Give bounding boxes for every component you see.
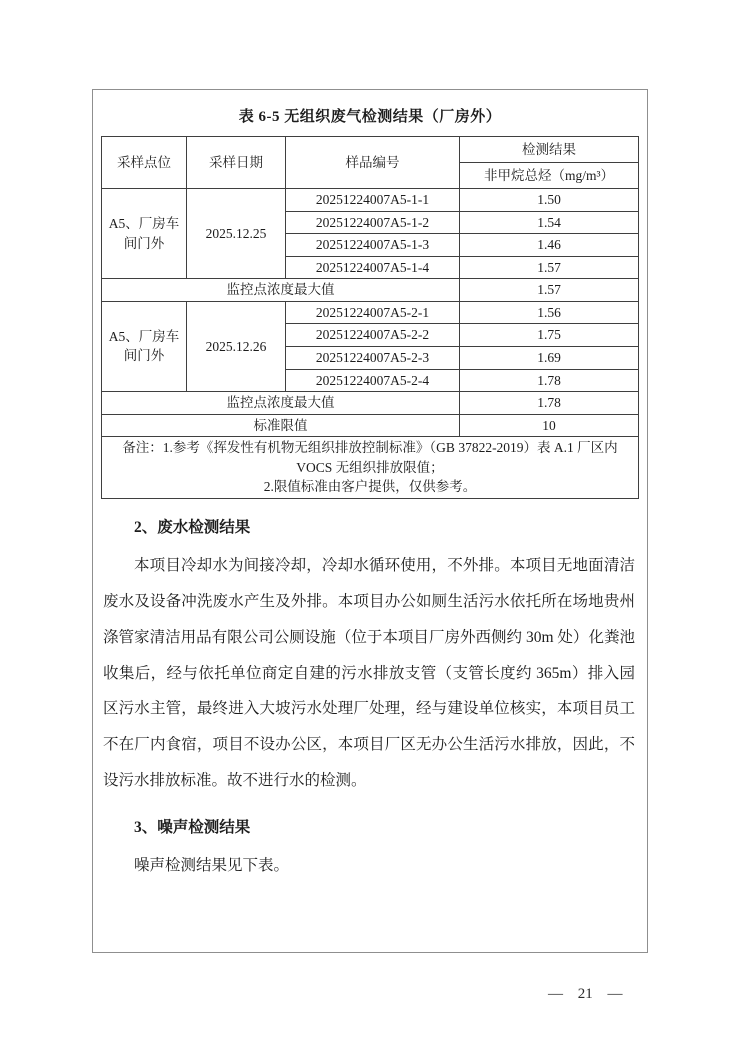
section-paragraph-noise: 噪声检测结果见下表。 (134, 857, 290, 875)
standard-limit-row (102, 414, 639, 437)
result-value-cell: 1.54 (460, 211, 639, 234)
max-value-cell: 1.78 (460, 392, 639, 415)
sample-id-cell: 20251224007A5-2-2 (286, 324, 460, 347)
header-sample-id: 样品编号 (286, 137, 460, 189)
max-value-row (102, 279, 639, 302)
header-result-parameter: 非甲烷总烃（mg/m³） (460, 163, 639, 189)
report-content-box (92, 89, 648, 953)
note-line-2: 2.限值标准由客户提供，仅供参考。 (263, 479, 477, 495)
table-row (102, 301, 639, 324)
sample-id-cell: 20251224007A5-1-3 (286, 234, 460, 257)
max-value-label: 监控点浓度最大值 (102, 392, 460, 415)
result-value-cell: 1.50 (460, 189, 639, 212)
section-paragraph-wastewater: 本项目冷却水为间接冷却，冷却水循环使用，不外排。本项目无地面清洁废水及设备冲洗废水产生及外排。本项目办公如厕生活污水依托所在场地贵州涤管家清洁用品有限公司公厕设施（位于本项目厂房外西侧约 30m 处）化粪池收集后，经与依托单位商定自建的污水排放支管（支管长度约 365m）排入园区污水主管，最终进入大坡污水处理厂处理，经与建设单位核实，本项目员工不在厂内食宿，项目不设办公区，本项目厂区无办公生活污水排放，因此，不设污水排放标准。故不进行水的检测。 (103, 556, 635, 790)
section-heading-wastewater: 2、废水检测结果 (134, 518, 251, 536)
table-row (102, 189, 639, 212)
result-value-cell: 1.57 (460, 256, 639, 279)
header-sampling-point: 采样点位 (102, 137, 187, 189)
standard-limit-value: 10 (460, 414, 639, 437)
max-value-row (102, 392, 639, 415)
max-value-cell: 1.57 (460, 279, 639, 302)
table-header-row (102, 137, 639, 163)
sampling-date-cell: 2025.12.25 (187, 189, 286, 279)
header-sampling-date: 采样日期 (187, 137, 286, 189)
sample-id-cell: 20251224007A5-2-1 (286, 301, 460, 324)
result-value-cell: 1.46 (460, 234, 639, 257)
note-line-1: 备注：1.参考《挥发性有机物无组织排放控制标准》（GB 37822-2019）表 A.1 厂区内 VOCS 无组织排放限值； (122, 440, 618, 475)
sample-id-cell: 20251224007A5-1-4 (286, 256, 460, 279)
result-value-cell: 1.78 (460, 369, 639, 392)
sampling-point-cell: A5、厂房车间门外 (102, 189, 187, 279)
sampling-date-cell: 2025.12.26 (187, 301, 286, 391)
body-text-area (93, 516, 647, 884)
table-title: 表 6-5 无组织废气检测结果（厂房外） (238, 109, 502, 125)
header-result: 检测结果 (460, 137, 639, 163)
fugitive-gas-results-table (101, 136, 639, 499)
result-value-cell: 1.56 (460, 301, 639, 324)
sampling-point-cell: A5、厂房车间门外 (102, 301, 187, 391)
sample-id-cell: 20251224007A5-1-2 (286, 211, 460, 234)
result-value-cell: 1.75 (460, 324, 639, 347)
result-value-cell: 1.69 (460, 346, 639, 369)
section-heading-noise: 3、噪声检测结果 (134, 819, 251, 837)
sample-id-cell: 20251224007A5-2-4 (286, 369, 460, 392)
page-number: — 21 — (548, 986, 623, 1002)
sample-id-cell: 20251224007A5-1-1 (286, 189, 460, 212)
standard-limit-label: 标准限值 (102, 414, 460, 437)
notes-row (102, 437, 639, 499)
max-value-label: 监控点浓度最大值 (102, 279, 460, 302)
table-notes (102, 437, 639, 499)
sample-id-cell: 20251224007A5-2-3 (286, 346, 460, 369)
